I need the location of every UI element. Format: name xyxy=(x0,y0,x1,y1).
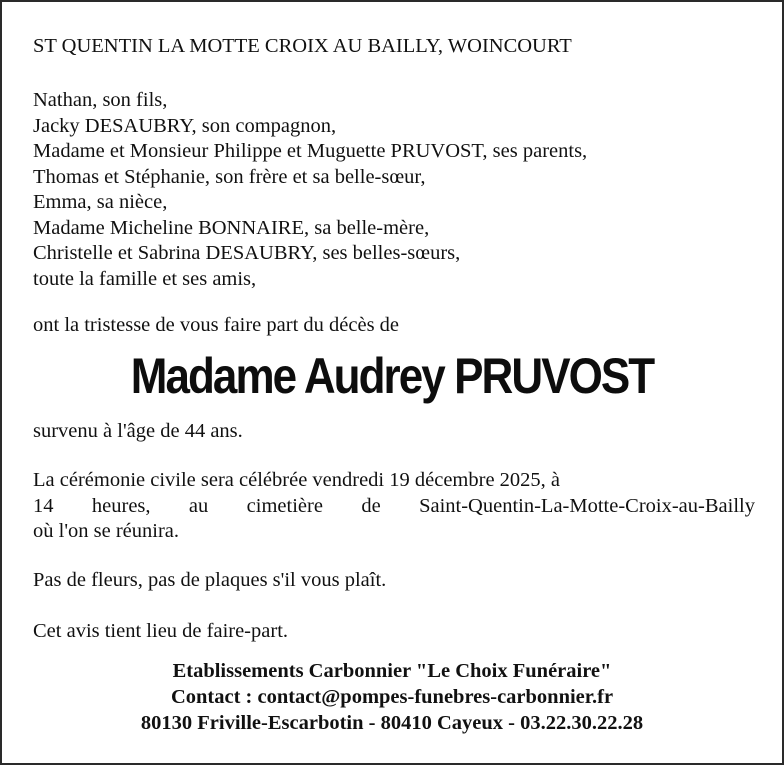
ceremony-word: Saint-Quentin-La-Motte-Croix-au-Bailly xyxy=(419,494,755,517)
family-line: Madame et Monsieur Philippe et Muguette PRUVOST, ses parents, xyxy=(33,140,588,162)
ceremony-word: heures, xyxy=(91,494,151,517)
family-line: Nathan, son fils, xyxy=(33,89,168,111)
location-header: ST QUENTIN LA MOTTE CROIX AU BAILLY, WOINCOURT xyxy=(33,35,572,57)
family-line: Emma, sa nièce, xyxy=(33,191,168,213)
family-line: toute la famille et ses amis, xyxy=(33,267,257,290)
announcement-text: ont la tristesse de vous faire part du décès de xyxy=(33,314,400,336)
age-text: survenu à l'âge de 44 ans. xyxy=(33,420,243,442)
ceremony-word: de xyxy=(361,494,381,517)
funeral-home-footer xyxy=(2,658,782,736)
family-line: Madame Micheline BONNAIRE, sa belle-mère, xyxy=(33,216,430,239)
deceased-name: Madame Audrey PRUVOST xyxy=(130,348,654,404)
flowers-text: Pas de fleurs, pas de plaques s'il vous plaît. xyxy=(33,569,387,591)
ceremony-line-justified xyxy=(33,494,755,520)
ceremony-word: cimetière xyxy=(246,494,323,517)
family-line: Thomas et Stéphanie, son frère et sa belle-sœur, xyxy=(33,165,426,188)
closing-text: Cet avis tient lieu de faire-part. xyxy=(33,620,289,642)
ceremony-paragraph xyxy=(33,468,755,545)
funeral-home-contact: Contact : contact@pompes-funebres-carbonnier.fr xyxy=(170,686,614,708)
family-list xyxy=(33,88,587,292)
family-line: Jacky DESAUBRY, son compagnon, xyxy=(33,114,337,137)
ceremony-line: où l'on se réunira. xyxy=(33,520,180,542)
family-line: Christelle et Sabrina DESAUBRY, ses belles-sœurs, xyxy=(33,242,461,264)
funeral-home-name: Etablissements Carbonnier "Le Choix Funéraire" xyxy=(172,660,612,682)
ceremony-line: La cérémonie civile sera célébrée vendredi 19 décembre 2025, à xyxy=(33,469,561,491)
funeral-home-address: 80130 Friville-Escarbotin - 80410 Cayeux - 03.22.30.22.28 xyxy=(140,712,644,734)
ceremony-word: 14 xyxy=(33,494,54,517)
ceremony-word: au xyxy=(188,494,209,517)
